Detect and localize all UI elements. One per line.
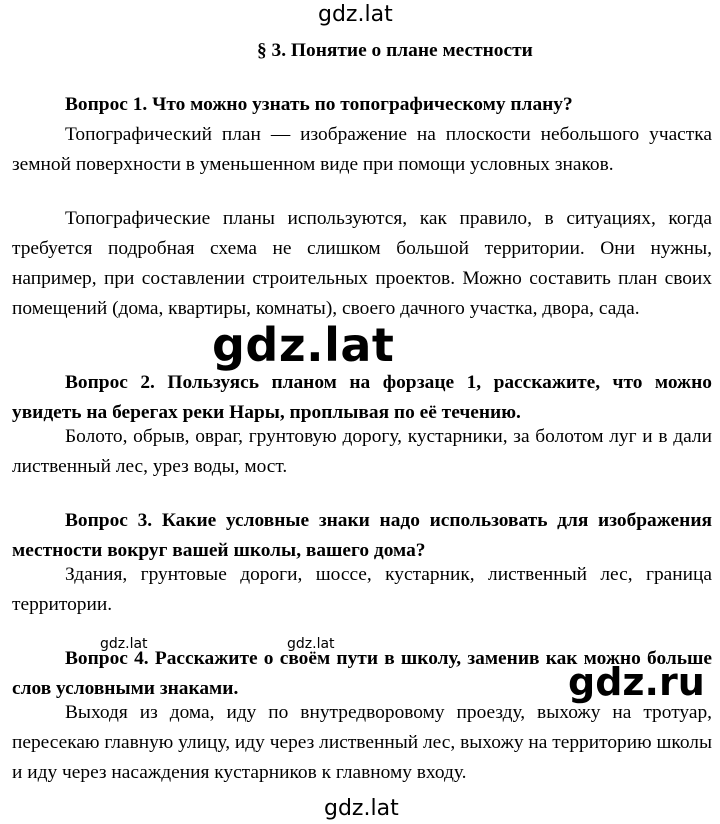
answer-4: Выходя из дома, иду по внутредворовому проезду, выхожу на тротуар, пересекаю главную улицу, иду через лиственный лес, выхожу на территорию школы и иду через насаждения кустарников к главному входу. <box>12 702 712 783</box>
question-4: Вопрос 4. Расскажите о своём пути в школу, заменив как можно больше слов условными знаками. <box>12 648 712 699</box>
section-title: § 3. Понятие о плане местности <box>257 40 533 61</box>
answer-1-paragraph-1: Топографический план — изображение на плоскости небольшого участка земной поверхности в уменьшенном виде при помощи условных знаков. <box>12 124 712 175</box>
answer-2: Болото, обрыв, овраг, грунтовую дорогу, кустарники, за болотом луг и в дали лиственный лес, урез воды, мост. <box>12 426 712 477</box>
question-2: Вопрос 2. Пользуясь планом на форзаце 1, расскажите, что можно увидеть на берегах реки Нары, проплывая по её течению. <box>12 372 712 423</box>
watermark-small-right: gdz.lat <box>287 636 335 652</box>
watermark-top: gdz.lat <box>318 2 393 27</box>
watermark-large: gdz.lat <box>212 318 395 372</box>
watermark-small-left: gdz.lat <box>100 636 148 652</box>
answer-3: Здания, грунтовые дороги, шоссе, кустарник, лиственный лес, граница территории. <box>12 564 712 615</box>
answer-1-paragraph-2: Топографические планы используются, как правило, в ситуациях, когда требуется подробная схема не слишком большой территории. Они нужны, например, при составлении строительных проектов. Можно составить план своих помещений (дома, квартиры, комнаты), своего дачного участка, двора, сада. <box>12 208 712 319</box>
watermark-gdz-ru: gdz.ru <box>568 660 705 704</box>
question-3: Вопрос 3. Какие условные знаки надо использовать для изображения местности вокруг вашей школы, вашего дома? <box>12 510 712 561</box>
question-1: Вопрос 1. Что можно узнать по топографическому плану? <box>65 94 573 115</box>
watermark-bottom: gdz.lat <box>324 796 399 821</box>
